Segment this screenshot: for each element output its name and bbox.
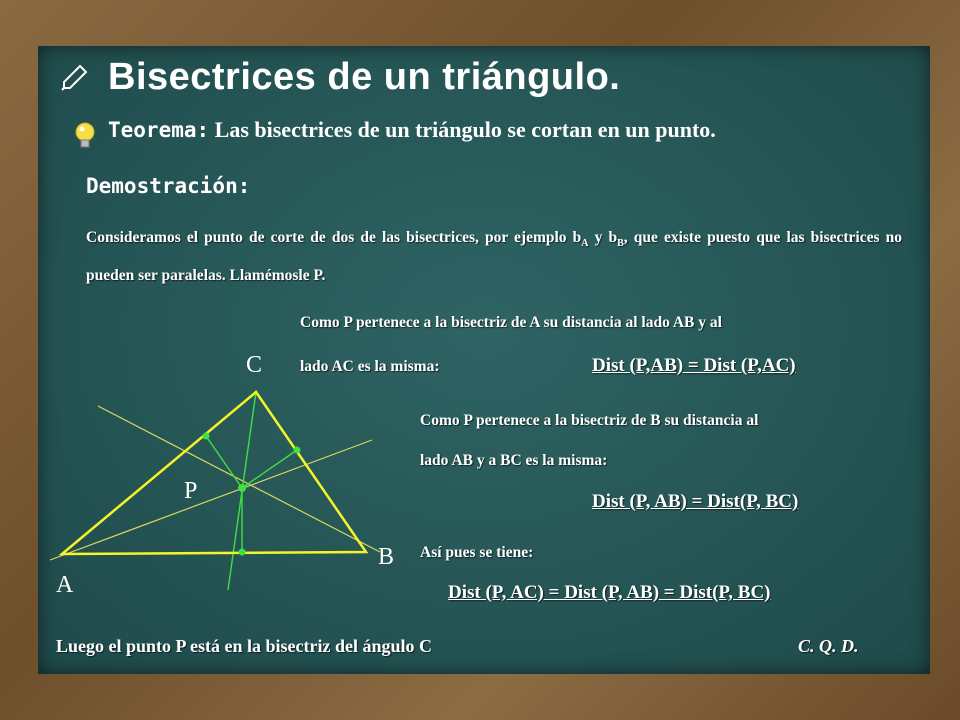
sub-a: A [581, 238, 589, 250]
para1-text-c: , que existe puesto que las bisectrices no pueden ser paralelas. Llamémosle P. [86, 229, 902, 285]
formula-1: Dist (P,AB) = Dist (P,AC) [592, 355, 796, 376]
vertex-label-a: A [56, 572, 74, 598]
foot-bc [294, 447, 301, 454]
vertex-label-b: B [378, 544, 395, 570]
theorem-text: Las bisectrices de un triángulo se cortan en un punto. [209, 117, 716, 142]
formula-2: Dist (P, AB) = Dist(P, BC) [592, 491, 799, 512]
para1-text-a: Consideramos el punto de corte de dos de las bisectrices, por ejemplo b [86, 229, 582, 246]
vertex-label-c: C [246, 352, 263, 378]
perp-to-ac [206, 436, 242, 488]
para3-line2: lado AB y a BC es la misma: [420, 452, 608, 469]
theorem-keyword: Teorema: [108, 118, 210, 142]
para3-line1: Como P pertenece a la bisectriz de B su distancia al [420, 412, 759, 429]
point-label-p: P [184, 478, 198, 504]
sub-b: B [617, 238, 624, 250]
bisector-a [50, 440, 372, 560]
slide-title: Bisectrices de un triángulo. [108, 56, 621, 98]
para2-line1: Como P pertenece a la bisectriz de A su distancia al lado AB y al [300, 314, 722, 331]
foot-ac [203, 433, 210, 440]
para1-text-b: y b [588, 229, 618, 246]
formula-3: Dist (P, AC) = Dist (P, AB) = Dist(P, BC) [448, 582, 771, 603]
point-p [238, 484, 246, 492]
triangle [62, 392, 366, 554]
foot-ab [239, 549, 246, 556]
bisector-b [98, 406, 380, 552]
qed-mark: C. Q. D. [798, 636, 859, 656]
perp-to-bc [242, 450, 297, 488]
demo-heading: Demostración: [86, 174, 251, 198]
para4: Así pues se tiene: [420, 544, 534, 561]
conclusion: Luego el punto P está en la bisectriz del ángulo C [56, 636, 433, 656]
para2-line2: lado AC es la misma: [300, 358, 440, 375]
